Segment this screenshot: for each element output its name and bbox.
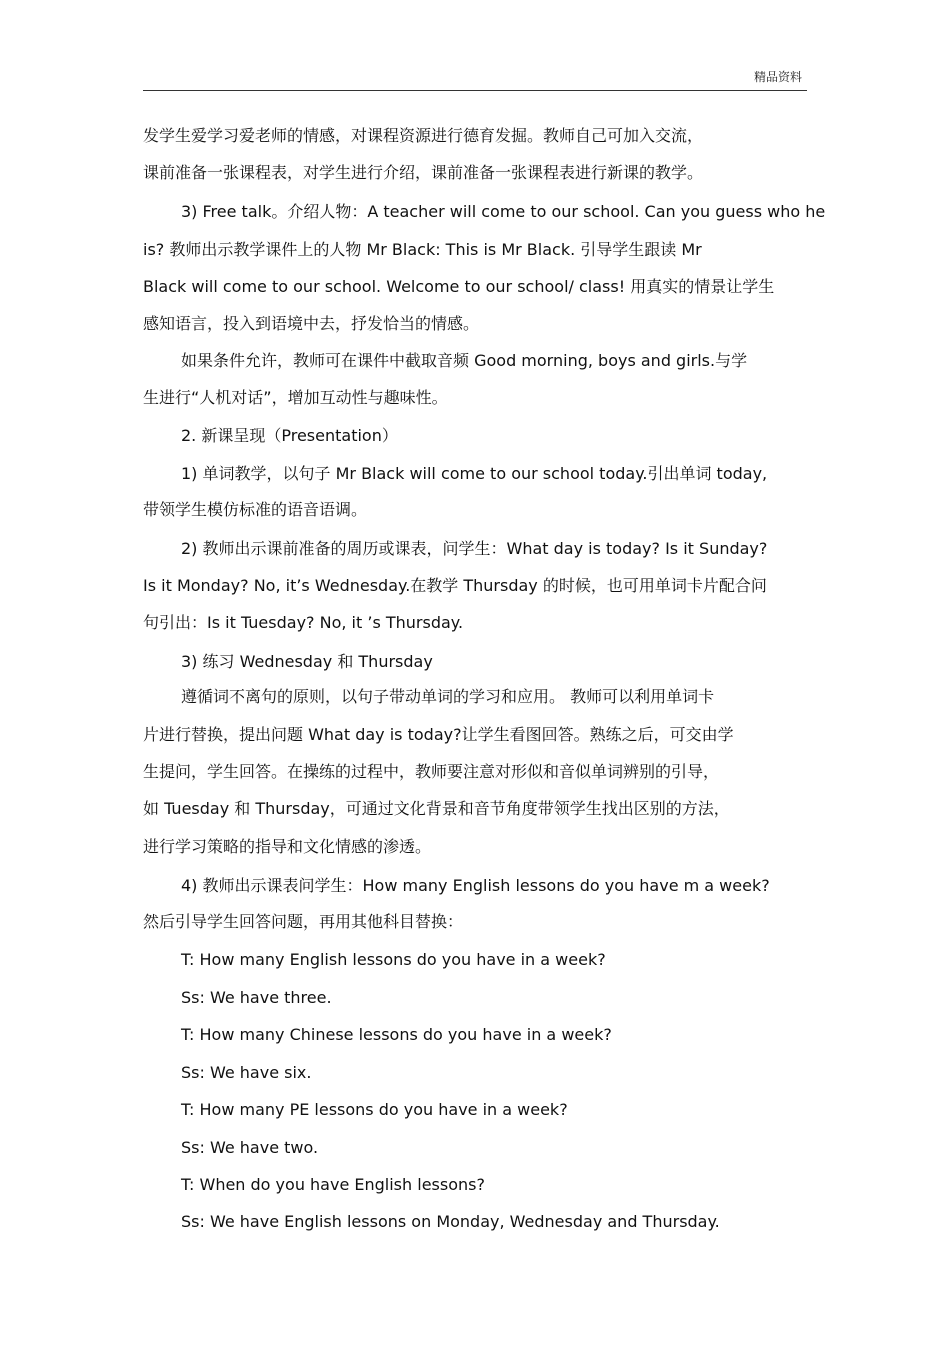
- text-line: 感知语言，投入到语境中去，抒发恰当的情感。: [143, 314, 480, 333]
- dialogue-line: T: How many PE lessons do you have in a week?: [181, 1100, 568, 1119]
- dialogue-line: Ss: We have two.: [181, 1138, 319, 1157]
- header-divider: [143, 90, 807, 91]
- text-line: 带领学生模仿标准的语音语调。: [143, 500, 368, 519]
- text-line: 生进行“人机对话”，增加互动性与趣味性。: [143, 388, 448, 407]
- text-line: 1) 单词教学，以句子 Mr Black will come to our school today.引出单词 today,: [181, 464, 768, 483]
- dialogue-line: Ss: We have six.: [181, 1063, 312, 1082]
- text-line: 片进行替换，提出问题 What day is today?让学生看图回答。熟练之后，可交由学: [143, 725, 734, 744]
- dialogue-line: T: How many Chinese lessons do you have in a week?: [181, 1025, 612, 1044]
- dialogue-line: Ss: We have English lessons on Monday, Wednesday and Thursday.: [181, 1212, 720, 1231]
- text-line: 4) 教师出示课表问学生：How many English lessons do you have m a week?: [181, 876, 770, 895]
- dialogue-line: T: When do you have English lessons?: [181, 1175, 485, 1194]
- text-line: 3) Free talk。介绍人物：A teacher will come to our school. Can you guess who he: [181, 202, 826, 221]
- text-line: 如 Tuesday 和 Thursday，可通过文化背景和音节角度带领学生找出区别的方法，: [143, 799, 730, 818]
- text-line: 句引出：Is it Tuesday? No, it ’s Thursday.: [143, 613, 464, 632]
- text-line: 2) 教师出示课前准备的周历或课表，问学生：What day is today? Is it Sunday?: [181, 539, 768, 558]
- text-line: Black will come to our school. Welcome to our school/ class! 用真实的情景让学生: [143, 277, 775, 296]
- text-line: 然后引导学生回答问题，再用其他科目替换：: [143, 912, 464, 931]
- dialogue-line: Ss: We have three.: [181, 988, 332, 1007]
- text-line: 3) 练习 Wednesday 和 Thursday: [181, 652, 433, 671]
- text-line: 发学生爱学习爱老师的情感，对课程资源进行德育发掘。教师自己可加入交流，: [143, 126, 704, 145]
- text-line: 课前准备一张课程表，对学生进行介绍，课前准备一张课程表进行新课的教学。: [143, 163, 704, 182]
- page-header-label: 精品资料: [753, 70, 802, 84]
- text-line: is? 教师出示教学课件上的人物 Mr Black: This is Mr Black. 引导学生跟读 Mr: [143, 240, 702, 259]
- text-line: Is it Monday? No, it’s Wednesday.在教学 Thursday 的时候，也可用单词卡片配合问: [143, 576, 767, 595]
- text-line: 进行学习策略的指导和文化情感的渗透。: [143, 837, 432, 856]
- text-line: 生提问，学生回答。在操练的过程中，教师要注意对形似和音似单词辨别的引导，: [143, 762, 720, 781]
- text-line: 如果条件允许，教师可在课件中截取音频 Good morning, boys and girls.与学: [181, 351, 748, 370]
- section-heading: 2. 新课呈现（Presentation）: [181, 426, 398, 445]
- text-line: 遵循词不离句的原则，以句子带动单词的学习和应用。 教师可以利用单词卡: [181, 687, 715, 706]
- dialogue-line: T: How many English lessons do you have in a week?: [181, 950, 606, 969]
